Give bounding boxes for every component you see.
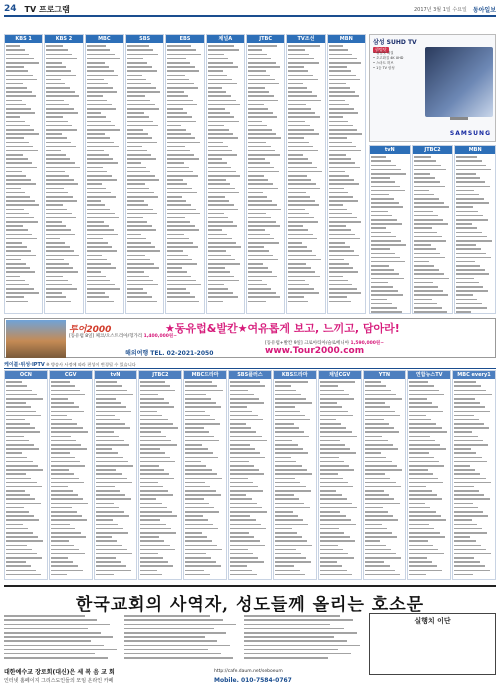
program-line	[46, 253, 81, 257]
program-line	[414, 310, 452, 313]
body-line	[244, 656, 364, 660]
section-title: TV 프로그램	[24, 4, 70, 14]
channel-column	[183, 370, 227, 580]
channel-header: MBN	[328, 35, 365, 43]
tv-stand	[450, 117, 468, 120]
church-ad	[4, 585, 496, 687]
ad-badge: 퀀텀닷	[375, 47, 387, 52]
program-list	[86, 43, 123, 313]
channel-column	[273, 370, 317, 580]
iptv-title: 케이블·위성·IPTV	[4, 362, 45, 368]
program-line	[208, 207, 243, 211]
page-number: 24	[4, 4, 17, 14]
program-line	[371, 310, 409, 313]
channel-header: MBC	[86, 35, 123, 43]
program-line	[456, 310, 494, 313]
program-line	[248, 299, 283, 303]
channel-column	[44, 34, 83, 314]
iptv-note: ※ 방송사 사정에 따라 편성이 변경될 수 있습니다	[46, 362, 136, 367]
channel-column	[85, 34, 124, 314]
tv-image	[425, 47, 493, 117]
channel-header: KBS 1	[5, 35, 42, 43]
channel-header: 채널CGV	[319, 371, 361, 379]
program-line	[288, 274, 323, 278]
channel-column	[407, 370, 451, 580]
program-line	[320, 522, 360, 526]
channel-header: JTBC2	[139, 371, 181, 379]
program-line	[288, 98, 323, 102]
program-line	[140, 573, 180, 577]
program-list	[126, 43, 163, 313]
body-line	[4, 622, 119, 626]
body-line	[124, 622, 239, 626]
tour-phone: 해외여행 TEL. 02-2021-2050	[125, 350, 214, 357]
channel-header: JTBC2	[413, 146, 453, 154]
program-line	[329, 299, 364, 303]
program-line	[208, 299, 243, 303]
masthead	[4, 3, 496, 17]
church-body-col	[244, 614, 364, 664]
program-line	[167, 299, 202, 303]
program-list	[229, 379, 271, 579]
program-line	[96, 573, 136, 577]
program-line	[51, 573, 91, 577]
program-list	[413, 154, 453, 313]
church-mobile: Mobile. 010-7584-0767	[214, 677, 292, 684]
tour-row: [동유럽 8일] 체코/오스트리아/헝가리 1,400,000원~	[69, 334, 178, 339]
program-line	[185, 573, 225, 577]
channel-column	[318, 370, 362, 580]
channel-header: MBC드라마	[184, 371, 226, 379]
program-line	[46, 299, 81, 303]
channel-column	[49, 370, 93, 580]
ad-line: • 스마트 허브	[373, 61, 394, 65]
program-line	[46, 165, 81, 169]
program-line	[6, 165, 41, 169]
program-list	[274, 379, 316, 579]
channel-header: TV조선	[287, 35, 324, 43]
program-list	[455, 154, 495, 313]
program-line	[409, 573, 449, 577]
channel-header: EBS	[166, 35, 203, 43]
channel-column	[138, 370, 182, 580]
program-line	[167, 52, 202, 56]
program-list	[5, 43, 42, 313]
church-footer-name: 대한예수교 장로회(대신)은 세 복 음 교 회	[4, 669, 115, 676]
program-list	[287, 43, 324, 313]
program-line	[365, 573, 405, 577]
tour-logo: 투어2000	[69, 325, 112, 335]
program-list	[184, 379, 226, 579]
church-body-col	[124, 614, 239, 664]
channel-column	[454, 145, 496, 314]
channel-column	[125, 34, 164, 314]
program-line	[365, 501, 405, 505]
program-line	[371, 276, 409, 280]
iptv-bar	[4, 361, 496, 369]
program-line	[454, 573, 494, 577]
channel-column	[327, 34, 366, 314]
channel-column	[4, 370, 48, 580]
program-line	[208, 119, 243, 123]
program-line	[320, 434, 360, 438]
program-list	[139, 379, 181, 579]
ad-text	[373, 51, 423, 71]
program-line	[6, 501, 46, 505]
channel-header: tvN	[370, 146, 410, 154]
program-list	[95, 379, 137, 579]
channel-column	[363, 370, 407, 580]
channel-column	[452, 370, 496, 580]
channel-column	[94, 370, 138, 580]
program-line	[454, 568, 494, 572]
paper-name: 동아일보	[472, 6, 496, 14]
right-channel-grid	[369, 145, 496, 314]
channel-header: MBC every1	[453, 371, 495, 379]
samsung-logo: SAMSUNG	[449, 130, 491, 137]
ad-line: • 초고화질 4K UHD	[373, 56, 404, 60]
program-line	[320, 573, 360, 577]
program-list	[319, 379, 361, 579]
program-line	[6, 299, 41, 303]
program-line	[230, 455, 270, 459]
program-list	[328, 43, 365, 313]
ad-brand: 삼성 SUHD TV	[373, 39, 417, 46]
tour-photo	[6, 320, 66, 358]
program-line	[329, 165, 364, 169]
program-line	[127, 52, 162, 56]
channel-header: SBS플러스	[229, 371, 271, 379]
tour-slogan: ★동유럽&발칸★여유롭게 보고, 느끼고, 담아라!	[165, 322, 400, 335]
channel-header: JTBC	[247, 35, 284, 43]
channel-column	[412, 145, 454, 314]
program-line	[185, 476, 225, 480]
church-notice-box	[369, 613, 496, 675]
cable-channel-grid	[4, 370, 496, 580]
channel-column	[246, 34, 285, 314]
program-line	[140, 388, 180, 392]
top-channel-grid	[4, 34, 366, 314]
program-list	[5, 379, 47, 579]
program-line	[248, 98, 283, 102]
program-line	[87, 299, 122, 303]
program-line	[230, 573, 270, 577]
program-list	[166, 43, 203, 313]
tour-price: 1,400,000원~	[143, 334, 178, 339]
body-line	[124, 643, 239, 647]
program-list	[247, 43, 284, 313]
church-footer-sub: 인터넷 홈페이지 그리스도인들의 모임 온라인 카페	[4, 678, 114, 684]
channel-header: 채널A	[207, 35, 244, 43]
program-line	[230, 543, 270, 547]
church-box-title: 실행치 이단	[414, 617, 451, 625]
church-contact-link[interactable]: http://cafe.daum.net/seboeum	[214, 669, 283, 674]
program-list	[50, 379, 92, 579]
channel-header: MBN	[455, 146, 495, 154]
tour-row: [동유럽+발칸 9일] 크로아티아/슬로베니아 1,590,000원~	[265, 341, 384, 346]
program-list	[364, 379, 406, 579]
box-line	[373, 657, 492, 661]
channel-column	[165, 34, 204, 314]
program-line	[185, 388, 225, 392]
program-line	[6, 573, 46, 577]
program-list	[370, 154, 410, 313]
program-line	[51, 501, 91, 505]
program-line	[127, 299, 162, 303]
channel-header: YTN	[364, 371, 406, 379]
samsung-tv-ad[interactable]	[369, 34, 496, 142]
channel-header: KBS드라마	[274, 371, 316, 379]
program-line	[456, 184, 494, 188]
program-list	[207, 43, 244, 313]
channel-header: 연합뉴스TV	[408, 371, 450, 379]
channel-header: KBS 2	[45, 35, 82, 43]
program-line	[275, 573, 315, 577]
body-line	[4, 656, 119, 660]
body-line	[124, 656, 239, 660]
channel-column	[228, 370, 272, 580]
channel-header: SBS	[126, 35, 163, 43]
subhead-info	[4, 19, 496, 33]
channel-header: tvN	[95, 371, 137, 379]
channel-header: OCN	[5, 371, 47, 379]
channel-column	[369, 145, 411, 314]
program-line	[275, 543, 315, 547]
ad-line: • 퀀텀닷 화질	[373, 51, 394, 55]
tour-price: 1,590,000원~	[350, 341, 384, 346]
tour-website-link[interactable]: www.Tour2000.com	[265, 346, 365, 356]
program-line	[288, 186, 323, 190]
channel-column	[4, 34, 43, 314]
channel-column	[286, 34, 325, 314]
channel-column	[206, 34, 245, 314]
program-line	[96, 409, 136, 413]
program-line	[87, 73, 122, 77]
tour-ad-banner[interactable]	[4, 318, 496, 358]
church-headline: 한국교회의 사역자, 성도들께 올리는 호소문	[75, 595, 425, 615]
church-body-col	[4, 614, 119, 664]
body-line	[4, 643, 119, 647]
program-line	[96, 568, 136, 572]
program-line	[329, 253, 364, 257]
program-line	[275, 434, 315, 438]
program-line	[167, 140, 202, 144]
ad-line: • 1등 TV 삼성	[373, 66, 395, 70]
program-line	[87, 232, 122, 236]
program-line	[414, 276, 452, 280]
program-list	[453, 379, 495, 579]
body-line	[244, 643, 364, 647]
box-line	[373, 666, 492, 670]
program-line	[248, 207, 283, 211]
program-line	[288, 299, 323, 303]
program-line	[454, 409, 494, 413]
program-list	[45, 43, 82, 313]
channel-header: CGV	[50, 371, 92, 379]
date-line: 2017년 3월 1일 수요일	[413, 6, 467, 13]
program-list	[408, 379, 450, 579]
